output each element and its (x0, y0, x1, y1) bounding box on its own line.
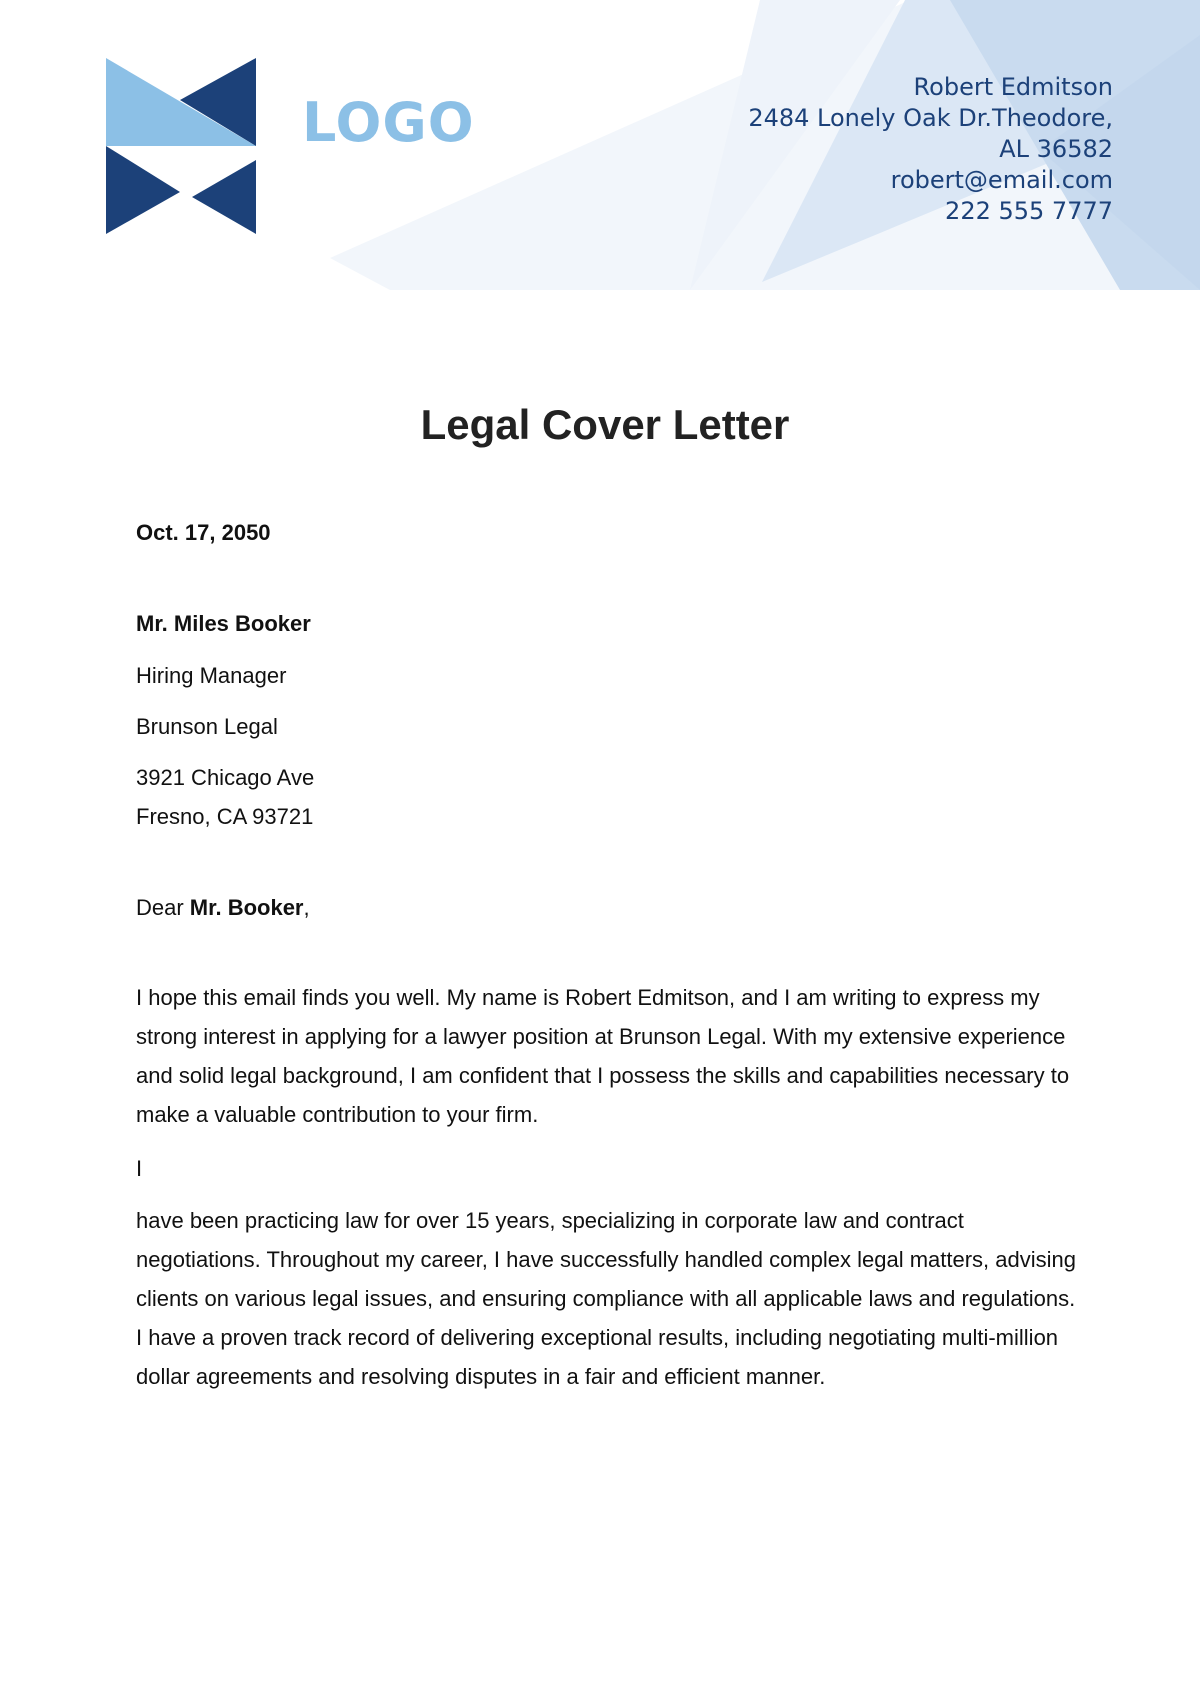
sender-phone: 222 555 7777 (945, 197, 1113, 225)
body-paragraph-1: I hope this email finds you well. My name is Robert Edmitson, and I am writing to express my strong interest in applying for a lawyer position at Brunson Legal. With my extensive experience and solid legal background, I am confident that I possess the skills and capabilities necessary to make a valuable contribution to your firm. (136, 985, 1070, 1127)
letter-date: Oct. 17, 2050 (136, 520, 271, 545)
recipient-role: Hiring Manager (136, 663, 287, 688)
sender-name: Robert Edmitson (913, 73, 1113, 101)
body-paragraph-2: have been practicing law for over 15 years, specializing in corporate law and contract negotiations. Throughout my career, I have successfully handled complex legal matters, advising clients on various legal issues, and ensuring compliance with all applicable laws and regulations. I have a proven track record of delivering exceptional results, including negotiating multi-million dollar agreements and resolving disputes in a fair and efficient manner. (136, 1208, 1076, 1389)
salutation (136, 894, 310, 923)
logo-dark-bottom-right-triangle (192, 160, 256, 234)
sender-address-line2: AL 36582 (999, 135, 1113, 163)
salutation-suffix: , (303, 895, 310, 920)
recipient-company: Brunson Legal (136, 714, 278, 739)
recipient-name: Mr. Miles Booker (136, 611, 311, 636)
salutation-prefix: Dear (136, 895, 190, 920)
recipient-street: 3921 Chicago Ave (136, 765, 315, 790)
sender-info (748, 72, 1113, 227)
body-stray-letter: I (136, 1156, 143, 1181)
salutation-name: Mr. Booker (189, 895, 304, 920)
logo-text: LOGO (302, 91, 475, 154)
logo-bowtie-icon (106, 58, 256, 234)
sender-address-line1: 2484 Lonely Oak Dr.Theodore, (748, 104, 1113, 132)
page-title: Legal Cover Letter (420, 401, 790, 448)
sender-email: robert@email.com (890, 166, 1113, 194)
recipient-city: Fresno, CA 93721 (136, 804, 314, 829)
logo-dark-bottom-left-triangle (106, 146, 180, 234)
